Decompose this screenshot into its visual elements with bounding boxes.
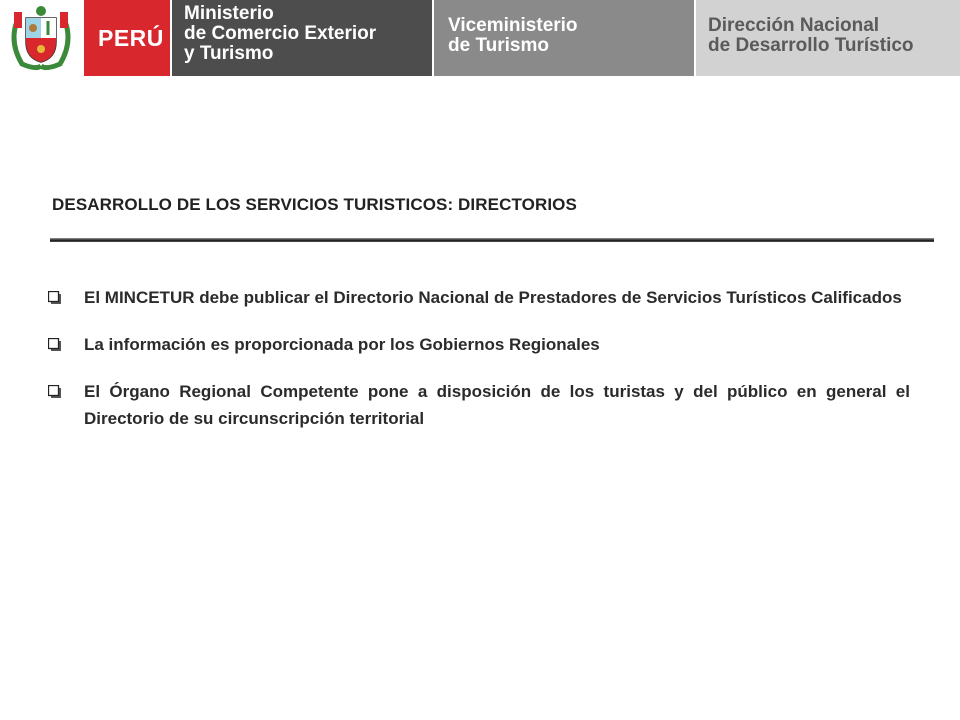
vice-ministry-line-1: Viceministerio: [448, 15, 578, 36]
coat-of-arms-icon: [6, 4, 76, 72]
bullet-text: La información es proporcionada por los Gobiernos Regionales: [84, 335, 600, 354]
ministry-segment: [172, 0, 432, 76]
checkbox-square-icon: [48, 338, 61, 351]
direction-line-1: Dirección Nacional: [708, 15, 880, 36]
page-title: DESARROLLO DE LOS SERVICIOS TURISTICOS: DIRECTORIOS: [52, 195, 577, 214]
bullet-text: El Órgano Regional Competente pone a disposición de los turistas y del público en general el Directorio de su circunscripción territorial: [84, 382, 910, 428]
ministry-line-2: de Comercio Exterior: [184, 23, 377, 44]
ministry-line-1: Ministerio: [184, 3, 274, 24]
list-item: [48, 284, 910, 311]
ministry-line-3: y Turismo: [184, 43, 274, 64]
list-item: [48, 331, 910, 358]
header-banner: [0, 0, 960, 76]
vice-ministry-line-2: de Turismo: [448, 35, 549, 56]
list-item: [48, 378, 910, 432]
checkbox-square-icon: [48, 385, 61, 398]
vice-ministry-segment: [434, 0, 694, 76]
country-label: PERÚ: [98, 25, 164, 51]
bullet-list: [48, 284, 910, 452]
title-divider: [50, 238, 934, 242]
bullet-text: El MINCETUR debe publicar el Directorio Nacional de Prestadores de Servicios Turísticos Calificados: [84, 288, 902, 307]
checkbox-square-icon: [48, 291, 61, 304]
emblem-container: [0, 0, 84, 76]
country-segment: [84, 0, 170, 76]
direction-line-2: de Desarrollo Turístico: [708, 35, 914, 56]
direction-segment: [696, 0, 960, 76]
